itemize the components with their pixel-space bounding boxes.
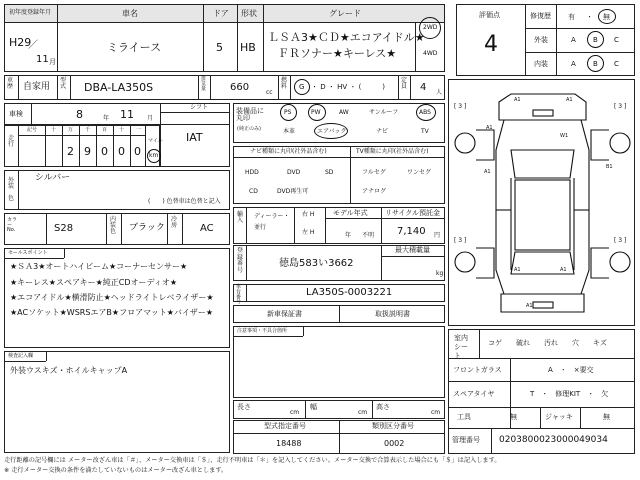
handle-right: 右 H — [302, 211, 315, 218]
diagram-bracket-rl: [ 3 ] — [454, 237, 467, 244]
recycle-value: 7,140 — [397, 226, 426, 237]
dims-row — [233, 400, 445, 419]
spare-label: スペアタイヤ — [453, 390, 495, 398]
ext-a: A — [571, 36, 576, 44]
footer-line-2: ※ 走行メーター交換の条件を満たしていないものはメーター改ざん車とします。 — [4, 467, 228, 474]
year-month-unit: 月 — [49, 58, 56, 66]
recycle-label: リサイクル預託金 — [385, 209, 441, 217]
dim-width-label: 幅 — [310, 403, 317, 411]
mgmt-label: 管理番号 — [452, 436, 480, 444]
fuel-label: 燃料 — [281, 77, 288, 90]
mark-a1-3: A1 — [486, 125, 493, 131]
shape-header: 形状 — [241, 9, 257, 18]
body-outline — [496, 120, 589, 294]
roof-shape — [515, 180, 570, 250]
warranty-manual: 取扱説明書 — [375, 310, 410, 318]
navi-dvdplay: DVD再生可 — [277, 188, 309, 195]
shift-label: シフト — [190, 104, 209, 111]
digit-header-3: 千 — [85, 127, 91, 133]
equip-aw: AW — [339, 109, 349, 116]
eval-label: 評価点 — [479, 11, 500, 19]
year-month: 11 — [36, 54, 49, 65]
diagram-bracket-fr: [ 3 ] — [614, 103, 627, 110]
body-shape: HB — [240, 41, 256, 54]
ac-value: AC — [200, 223, 214, 234]
mileage-digit-4: 0 — [118, 145, 125, 158]
warranty-new: 新車保証書 — [267, 310, 302, 318]
cap-label: 定員 — [401, 77, 408, 90]
int-b: B — [593, 60, 598, 68]
mileage-digit-5: 0 — [134, 145, 141, 158]
model-year-unit: 年 — [345, 232, 352, 239]
drive-2wd: 2WD — [423, 24, 438, 31]
reg-label: 車歴 — [7, 77, 14, 90]
inspection-year-unit: 年 — [103, 115, 110, 122]
tv-oneseg: ワンセグ — [407, 169, 432, 176]
ext-b: B — [593, 36, 598, 44]
dim-height-label: 高さ — [376, 403, 390, 411]
payload-label: 最大積載量 — [395, 246, 430, 254]
mark-a1-6: A1 — [560, 267, 567, 273]
digit-header-6: 一 — [136, 127, 142, 133]
ac-label: 冷房 — [171, 216, 178, 229]
inspection-year: 8 — [76, 108, 83, 121]
equip-abs: ABS — [419, 109, 431, 116]
sales-point-1: ★ＳＡ3★オートハイビーム★コーナーセンサー★ — [10, 262, 188, 271]
int-a: A — [571, 60, 576, 68]
dim-width-unit: cm — [358, 409, 368, 416]
front-right-wheel — [610, 133, 630, 153]
class-no-value: 0002 — [384, 439, 405, 448]
vehicle-name: ミライース — [107, 41, 162, 54]
disp-label: 排気量 — [201, 76, 207, 92]
digit-header-1: 十 — [51, 127, 57, 133]
navi-title: ナビ種類に丸印(社外品含む) — [250, 148, 327, 155]
tv-title: TV種類に丸印(社外品含む) — [356, 148, 429, 155]
notes-title: 注意事項・不具合箇所 — [237, 328, 288, 334]
inspector-text: 外装ウスキズ・ホイルキャップA — [10, 366, 128, 375]
cond-label: 修復歴 — [530, 12, 551, 20]
color-note: ( ) 色替車は色替と記入 — [148, 198, 221, 205]
name-header: 車名 — [122, 9, 138, 18]
vin-label: 車台番号 — [236, 284, 242, 305]
fuel-g: G — [299, 83, 305, 91]
tools-label: 工具 — [457, 413, 471, 421]
ext-c: C — [614, 36, 619, 44]
mark-a1-5: A1 — [514, 267, 521, 273]
equip-title: 装備品に丸印 — [236, 107, 264, 122]
usage: 自家用 — [23, 82, 51, 92]
import-label: 輸入 — [237, 211, 244, 224]
cond-sep: ・ — [586, 13, 593, 21]
year-era: H29 — [9, 36, 32, 49]
type-no-value: 18488 — [276, 439, 302, 448]
fuel-other: ・ D ・ HV ・ ( ) — [311, 83, 386, 91]
mark-a1-1: A1 — [514, 97, 521, 103]
grade-line-1: ＬＳＡ3★ＣＤ★エコアイドル★ — [268, 31, 425, 44]
navi-dvd: DVD — [287, 169, 301, 176]
equip-sub: (純正のみ) — [237, 126, 261, 132]
mileage-digit-3: 0 — [101, 145, 108, 158]
digit-header-2: 万 — [68, 127, 74, 133]
equip-sunroof: サンルーフ — [369, 109, 399, 116]
interior-sheet-label: 室内 シート — [454, 334, 468, 361]
inspection-label: 車検 — [9, 110, 23, 118]
car-diagram-svg — [449, 80, 636, 327]
int-color: ブラック — [129, 223, 165, 233]
equip-tv: TV — [421, 128, 429, 135]
eval-score: 4 — [484, 32, 498, 57]
type-no-label: 型式指定番号 — [264, 422, 306, 430]
jack-label: ジャッキ — [545, 413, 573, 421]
navi-sd: SD — [325, 169, 334, 176]
rear-right-wheel — [610, 252, 630, 272]
mark-a1-2: A1 — [566, 97, 573, 103]
sales-point-3: ★エコアイドル★横滑防止★ヘッドライトレベライザー★ — [10, 293, 214, 302]
dim-length-unit: cm — [290, 409, 300, 416]
footer-line-1: 走行距離の記号欄には メーター改ざん車は「＃」、メーター交換車は「＄」、走行不明車は「＊」を記入してください。メーター交換で合算表示した場合にも「＄」は記入します。 — [4, 457, 501, 464]
model-label: 型式 — [60, 77, 67, 90]
first-reg-header: 初年度登録年月 — [9, 9, 52, 16]
rear-bumper-shape — [501, 294, 584, 312]
class-no-label: 類別区分番号 — [372, 422, 414, 430]
equip-pw: PW — [311, 109, 321, 116]
color-label-bottom: 色 — [8, 195, 15, 202]
equip-leather: 本革 — [283, 128, 296, 135]
front-left-wheel — [455, 133, 475, 153]
mileage-digit-2: 9 — [84, 145, 91, 158]
sales-points-title: セールスポイント — [8, 250, 48, 256]
grille-shape — [533, 110, 553, 116]
windshield-shape — [511, 150, 574, 178]
color-label-top: 外装 — [8, 177, 15, 190]
glass-value: A ・ ×要交 — [548, 366, 594, 374]
jack-value: 無 — [603, 413, 610, 421]
tools-value: 無 — [510, 413, 517, 421]
mark-a1-4: A1 — [484, 169, 491, 175]
mile-unit: マイル — [148, 138, 163, 144]
int-label: 内装 — [534, 60, 548, 68]
mileage-digit-1: 2 — [67, 145, 74, 158]
int-color-label: 内装色 — [110, 216, 117, 235]
sales-point-2: ★キーレス★スペアキー★純正CDオーディオ★ — [10, 278, 178, 287]
mark-b1: B1 — [606, 164, 613, 170]
model-code: DBA-LA350S — [84, 81, 154, 94]
spare-value: T ・ 修理KIT ・ 欠 — [530, 390, 609, 398]
tv-analog: アナログ — [362, 188, 387, 195]
cond-yes: 有 — [568, 13, 575, 21]
diagram-bracket-fl: [ 3 ] — [454, 103, 467, 110]
damage-diagram — [448, 79, 635, 326]
mileage-label: 走行 — [8, 135, 15, 148]
dim-height-unit: cm — [431, 409, 441, 416]
grade-line-2: ＦＲソナー★キーレス★ — [278, 47, 397, 60]
plate-label: 登録番号 — [237, 247, 244, 274]
equip-airbag: エアバック — [317, 128, 347, 135]
rear-left-wheel — [455, 252, 475, 272]
capacity: 4 — [420, 82, 427, 93]
grade-header: グレード — [329, 9, 361, 18]
dim-length-label: 長さ — [237, 403, 251, 411]
cc-unit: cc — [266, 89, 273, 96]
interior-sheet-items: コゲ 破れ 汚れ 穴 キズ — [488, 339, 607, 347]
navi-hdd: HDD — [245, 169, 259, 176]
tv-fullseg: フルセグ — [362, 169, 386, 176]
recycle-unit: 円 — [434, 232, 441, 239]
mark-a1-7: A1 — [526, 303, 533, 309]
color-code-label: カラー No. — [7, 217, 18, 233]
handle-left: 左 H — [302, 229, 315, 236]
model-year-unknown: 不明 — [362, 232, 375, 239]
color-value: シルバー — [35, 173, 71, 183]
shift-value: IAT — [186, 131, 203, 144]
inspector-title: 検査記入欄 — [8, 353, 34, 359]
vin-value: LA350S-0003221 — [306, 287, 393, 298]
inspection-month: 11 — [120, 108, 134, 121]
inspection-month-unit: 月 — [147, 115, 154, 122]
cond-no: 無 — [603, 13, 610, 21]
door-count: 5 — [216, 41, 223, 54]
payload-unit: kg — [436, 270, 444, 277]
import-dealer: ディーラー・並行 — [254, 213, 290, 231]
int-c: C — [614, 60, 619, 68]
year-slash: ／ — [28, 40, 38, 51]
digit-header-0: 記号 — [27, 127, 38, 133]
color-code: S28 — [54, 223, 74, 234]
model-year-label: モデル年式 — [333, 209, 368, 217]
navi-cd: CD — [249, 188, 258, 195]
mgmt-value: 0203800023000049034 — [499, 435, 608, 445]
mark-w1: W1 — [560, 133, 569, 139]
digit-header-5: 十 — [119, 127, 125, 133]
diagram-bracket-rr: [ 3 ] — [614, 237, 627, 244]
displacement: 660 — [230, 82, 250, 93]
equip-ps: PS — [284, 109, 292, 116]
km-unit: km — [149, 152, 159, 159]
equip-navi: ナビ — [376, 128, 389, 135]
door-header: ドア — [213, 9, 229, 18]
cap-unit: 人 — [436, 89, 443, 96]
drive-4wd: 4WD — [423, 50, 438, 57]
ext-label: 外装 — [534, 36, 548, 44]
glass-label: フロントガラス — [453, 366, 502, 374]
sales-point-4: ★ACソケット★WSRSエアB★フロアマット★バイザー★ — [10, 308, 214, 317]
digit-header-4: 百 — [102, 127, 108, 133]
plate-value: 徳島583い3662 — [279, 258, 354, 269]
